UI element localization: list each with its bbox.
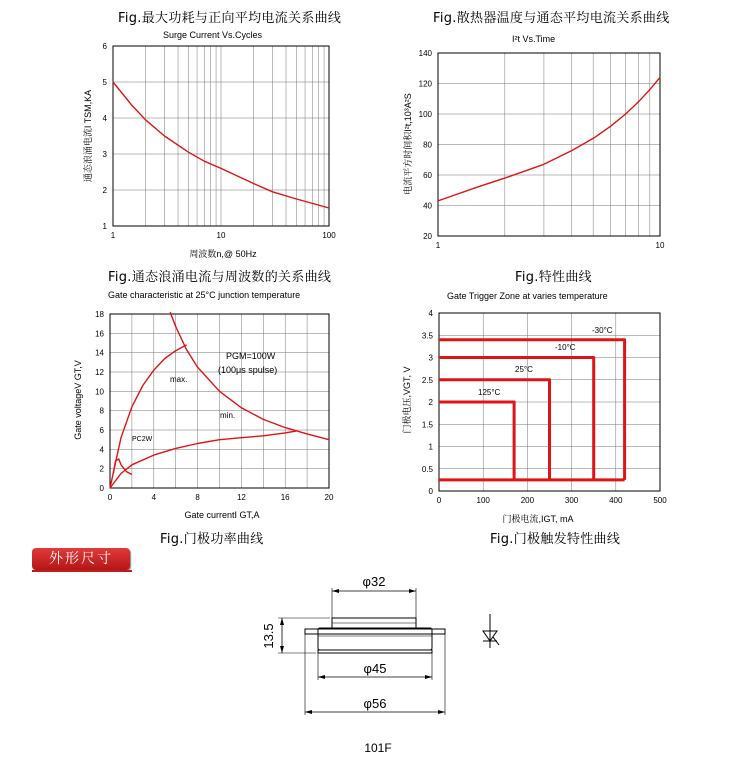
- section-banner: 外形尺寸: [32, 548, 130, 570]
- arrow-d3-l: [305, 710, 312, 714]
- trigger-caption: Fig.特性曲线: [515, 270, 592, 285]
- x-tick-label: 1: [435, 241, 441, 250]
- surge-ticks: [103, 42, 337, 240]
- y-tick-label: 3: [428, 353, 433, 363]
- temp-label-25: 25°C: [515, 365, 533, 374]
- gate-trigger-caption: Fig.门极触发特性曲线: [490, 532, 621, 547]
- x-tick-label: 0: [436, 496, 442, 505]
- gate-power-caption: Fig.门极功率曲线: [160, 532, 264, 547]
- y-tick-label: 0: [99, 484, 104, 493]
- outline-drawing: [278, 588, 445, 715]
- y-tick-label: 120: [418, 79, 432, 89]
- min-label: min.: [220, 411, 236, 420]
- arrow-d3-r: [438, 710, 445, 714]
- max-label: max.: [170, 375, 188, 384]
- x-tick-label: 0: [107, 493, 113, 502]
- i2t-ticks: [419, 49, 665, 250]
- arrow-d1-r: [409, 589, 416, 593]
- pc-label: PC2W: [132, 436, 153, 443]
- gate-char-chart: [95, 310, 334, 502]
- trigger-chart: [422, 309, 667, 505]
- series-line-0: [438, 77, 660, 200]
- gate-char-grid: [110, 314, 329, 488]
- temp-label-m10: -10°C: [555, 343, 576, 352]
- y-tick-label: 140: [418, 49, 432, 58]
- arrow-d2-l: [318, 675, 325, 679]
- surge-caption: Fig.最大功耗与正向平均电流关系曲线: [118, 11, 342, 26]
- gate-char-caption: Fig.通态浪涌电流与周波数的关系曲线: [108, 270, 332, 285]
- y-tick-label: 40: [423, 201, 432, 211]
- trigger-ylabel: 门极电压,VGT, V: [402, 366, 412, 434]
- y-tick-label: 20: [423, 232, 432, 241]
- y-tick-label: 80: [423, 140, 432, 150]
- gate-char-title: Gate characteristic at 25°C junction temperature: [108, 290, 301, 300]
- y-tick-label: 2: [102, 186, 107, 195]
- y-tick-label: 3.5: [421, 331, 433, 341]
- series-line-1: [439, 358, 594, 480]
- y-tick-label: 18: [95, 310, 104, 319]
- surge-xlabel: 周波数n,@ 50Hz: [189, 249, 257, 259]
- dim-d1-label: φ32: [362, 574, 386, 589]
- x-tick-label: 20: [324, 493, 334, 502]
- i2t-grid: [438, 53, 660, 236]
- y-tick-label: 60: [423, 171, 432, 180]
- i2t-chart: [419, 49, 665, 250]
- pgm-label: PGM=100W: [226, 351, 276, 361]
- trigger-xlabel: 门极电流,IGT, mA: [502, 514, 574, 524]
- trigger-title: Gate Trigger Zone at varies temperature: [447, 291, 608, 301]
- dim-height-label: 13.5: [261, 623, 276, 649]
- flange: [318, 628, 432, 650]
- x-tick-label: 10: [216, 231, 226, 240]
- temp-label-125: 125°C: [478, 388, 501, 397]
- y-tick-label: 16: [95, 329, 104, 339]
- dim-d3-label: φ56: [363, 696, 387, 711]
- y-tick-label: 2: [428, 398, 433, 407]
- dim-d2-label: φ45: [363, 661, 387, 676]
- gate-char-xlabel: Gate currentI GT,A: [184, 510, 260, 520]
- i2t-series: [438, 77, 660, 200]
- series-line-3: [439, 402, 514, 480]
- flange-rim: [305, 629, 445, 634]
- y-tick-label: 1: [428, 442, 433, 452]
- surge-chart: [103, 42, 337, 240]
- series-line-2: [170, 312, 329, 440]
- bottom-electrode: [318, 650, 432, 653]
- x-tick-label: 12: [236, 493, 246, 502]
- arrow-d1-l: [332, 589, 339, 593]
- y-tick-label: 12: [95, 368, 104, 377]
- trigger-series: [439, 340, 625, 480]
- y-tick-label: 5: [102, 78, 107, 87]
- gate-char-ylabel: Gate voltageV GT,V: [73, 360, 83, 440]
- temp-label-m30: -30°C: [592, 326, 613, 335]
- y-tick-label: 0.5: [421, 464, 433, 474]
- y-tick-label: 6: [102, 42, 107, 51]
- x-tick-label: 100: [322, 231, 336, 240]
- x-tick-label: 8: [195, 493, 200, 502]
- thyristor-symbol-icon: [483, 614, 499, 648]
- i2t-caption: Fig.散热器温度与通态平均电流关系曲线: [433, 11, 670, 26]
- x-tick-label: 500: [653, 496, 667, 505]
- x-tick-label: 4: [151, 493, 157, 502]
- y-tick-label: 2.5: [421, 375, 433, 385]
- x-tick-label: 10: [655, 241, 665, 250]
- x-tick-label: 200: [520, 496, 535, 505]
- y-tick-label: 10: [95, 387, 104, 397]
- x-tick-label: 400: [609, 496, 623, 505]
- y-tick-label: 4: [102, 114, 107, 123]
- y-tick-label: 4: [428, 309, 433, 318]
- y-tick-label: 4: [99, 445, 104, 455]
- x-tick-label: 16: [280, 493, 290, 502]
- surge-ylabel: 通态浪涌电流I TSM,KA: [83, 89, 93, 183]
- y-tick-label: 8: [99, 406, 104, 416]
- x-tick-label: 300: [564, 496, 579, 505]
- y-tick-label: 1.5: [421, 420, 433, 430]
- y-tick-label: 1: [102, 222, 107, 231]
- series-line-0: [439, 340, 625, 480]
- x-tick-label: 100: [476, 496, 490, 505]
- pgm-note: (100μs spulse): [218, 365, 278, 375]
- i2t-title: I²t Vs.Time: [512, 34, 556, 44]
- x-tick-label: 1: [110, 231, 116, 240]
- y-tick-label: 6: [99, 426, 104, 435]
- arrow-d2-r: [425, 675, 432, 679]
- surge-title: Surge Current Vs.Cycles: [163, 30, 263, 40]
- y-tick-label: 2: [99, 464, 104, 474]
- y-tick-label: 3: [102, 150, 107, 159]
- y-tick-label: 14: [95, 348, 104, 358]
- i2t-ylabel: 电流平方时间积I²t,10³A²S: [403, 93, 413, 195]
- section-underline: [32, 570, 132, 572]
- arrow-h-t: [280, 618, 284, 625]
- y-tick-label: 0: [428, 487, 433, 496]
- arrow-h-b: [280, 646, 284, 653]
- model-label: 101F: [364, 741, 392, 755]
- y-tick-label: 100: [418, 110, 432, 119]
